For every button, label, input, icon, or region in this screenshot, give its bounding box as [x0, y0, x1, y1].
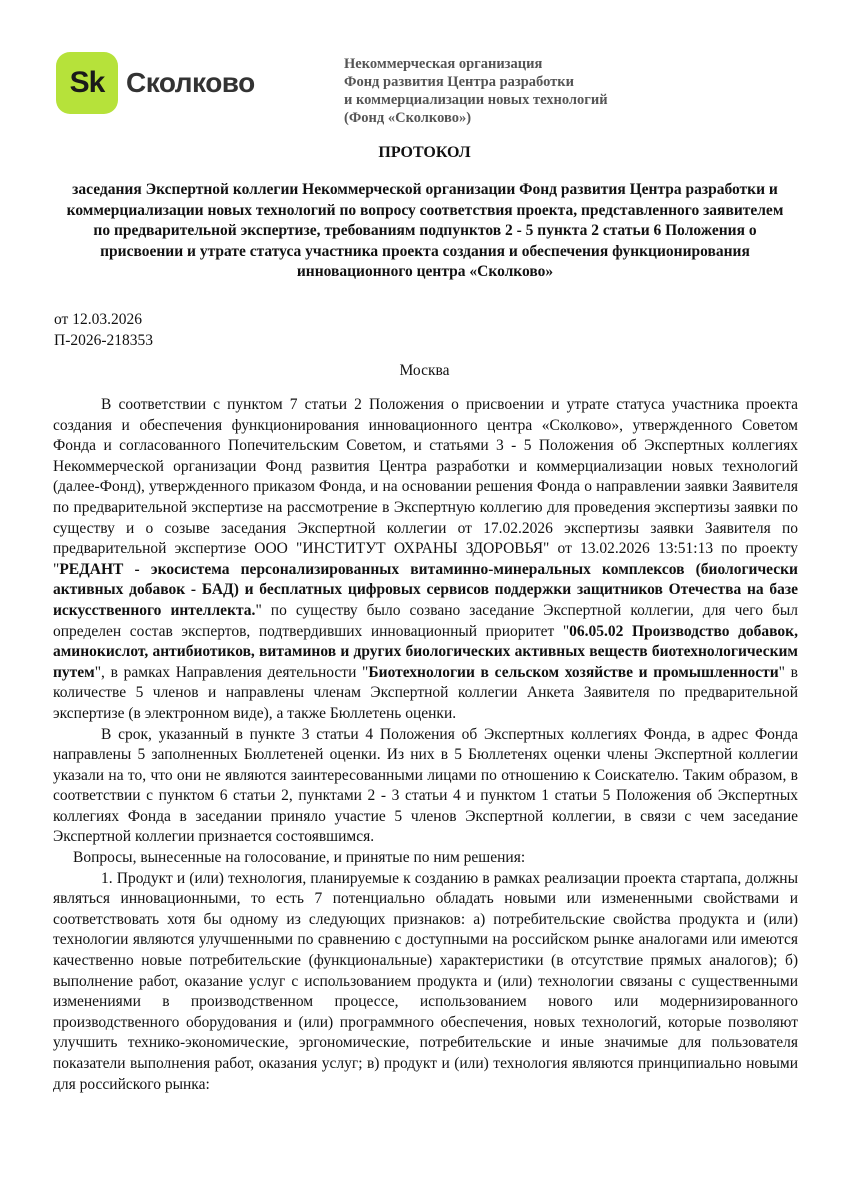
- activity-direction: Биотехнологии в сельском хозяйстве и промышленности: [368, 663, 779, 681]
- document-body: [53, 395, 798, 1095]
- logo-wordmark: Сколково: [126, 67, 255, 98]
- document-meta: [54, 309, 153, 351]
- document-title: ПРОТОКОЛ: [378, 144, 471, 161]
- org-line: Некоммерческая организация: [344, 56, 543, 72]
- document-city: Москва: [399, 362, 450, 379]
- p1-text-d: " в количестве 5 членов и направлены членам Экспертной коллегии Анкета Заявителя по предварительной экспертизе (в электронном виде), а также Бюллетень оценки.: [53, 663, 798, 722]
- logo-mark: Sk: [56, 52, 118, 114]
- document-number: П-2026-218353: [54, 332, 154, 349]
- innovation-priority: 06.05.02 Производство добавок, аминокислот, антибиотиков, витаминов и других биологических активных веществ биотехнологическим путем: [53, 622, 798, 681]
- organization-header: [344, 55, 608, 127]
- document-date: от 12.03.2026: [54, 311, 142, 328]
- skolkovo-logo: [56, 52, 255, 114]
- document-subtitle: заседания Экспертной коллегии Некоммерческой организации Фонд развития Центра разработки и коммерциализации новых технологий по вопросу соответствия проекта, представленного заявителем по предварительной экспертизе, требованиям подпунктов 2 - 5 пункта 2 статьи 6 Положения о присвоении и утрате статуса участника проекта создания и обеспечения функционирования инновационного центра «Сколково»: [66, 181, 784, 280]
- p1-text-a: В соответствии с пунктом 7 статьи 2 Положения о присвоении и утрате статуса участника проекта создания и обеспечения функционирования инновационного центра «Сколково», утвержденного Советом Фонда и согласованного Попечительским Советом, и статьями 3 - 5 Положения об Экспертных коллегиях Некоммерческой организации Фонд развития Центра разработки и коммерциализации новых технологий (далее-Фонд), утвержденного приказом Фонда, и на основании решения Фонда о направлении заявки Заявителя по предварительной экспертизе на рассмотрение в Экспертную коллегию для проведения экспертизы заявки по существу и о созыве заседания Экспертной коллегии от 17.02.2026 экспертизы заявки Заявителя по предварительной экспертизе ООО "ИНСТИТУТ ОХРАНЫ ЗДОРОВЬЯ" от 13.02.2026 13:51:13 по проекту ": [53, 396, 798, 578]
- org-line: Фонд развития Центра разработки: [344, 74, 575, 90]
- paragraph-1: [53, 395, 798, 725]
- org-line: и коммерциализации новых технологий: [344, 92, 608, 108]
- project-name: РЕДАНТ - экосистема персонализированных витаминно-минеральных комплексов (биологически активных добавок - БАД) и бесплатных цифровых сервисов поддержки защитников Отечества на базе искусственного интеллекта.: [53, 560, 798, 619]
- org-line: (Фонд «Сколково»): [344, 110, 472, 126]
- p1-text-c: ", в рамках Направления деятельности ": [94, 663, 369, 681]
- paragraph-4: 1. Продукт и (или) технология, планируемые к созданию в рамках реализации проекта стартапа, должны являться инновационными, то есть 7 потенциально обладать новыми или измененными свойствами и соответствовать хотя бы одному из следующих признаков: а) потребительские свойства продукта и (или) технологии являются улучшенными по сравнению с доступными на российском рынке аналогами или имеются качественно новые потребительские (функциональные) характеристики (в отсутствие прямых аналогов); б) выполнение работ, оказание услуг с использованием продукта и (или) технологии связаны с существенными изменениями в производственном процессе, использованием нового или модернизированного производственного оборудования и (или) программного обеспечения, новых технологий, которые позволяют улучшить технико-экономические, эргономические, потребительские и иные значимые для пользователя показатели выполнения работ, оказания услуг; в) продукт и (или) технология являются принципиально новыми для российского рынка:: [53, 869, 798, 1093]
- p1-text-b: " по существу было созвано заседание Экспертной коллегии, для чего был определен состав экспертов, подтвердивших инновационный приоритет ": [53, 601, 799, 640]
- paragraph-3: Вопросы, вынесенные на голосование, и принятые по ним решения:: [73, 849, 526, 867]
- paragraph-2: В срок, указанный в пункте 3 статьи 4 Положения об Экспертных коллегиях Фонда, в адрес Фонда направлены 5 заполненных Бюллетеней оценки. Из них в 5 Бюллетенях оценки члены Экспертной коллегии указали на то, что они не являются заинтересованными лицами по отношению к Соискателю. Таким образом, в соответствии с пунктом 6 статьи 2, пунктами 2 - 3 статьи 4 и пунктом 1 статьи 5 Положения об Экспертных коллегиях Фонда в заседании приняло участие 5 членов Экспертной коллегии, в связи с чем заседание Экспертной коллегии признается состоявшимся.: [53, 725, 798, 846]
